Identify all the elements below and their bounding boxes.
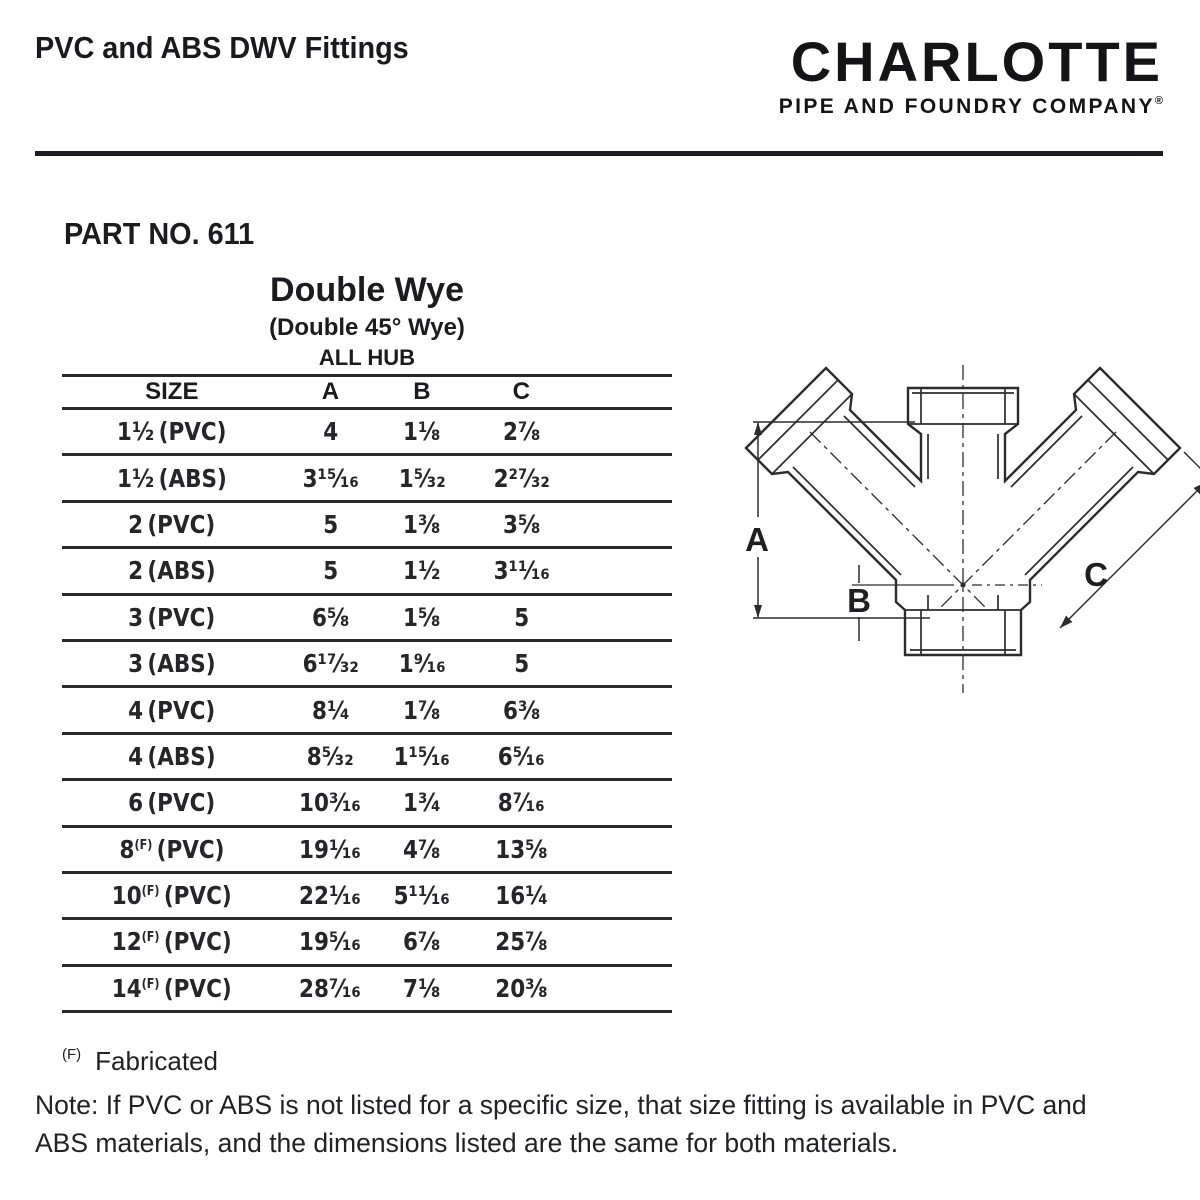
size-material: (PVC) [147, 602, 216, 632]
size-material: (PVC) [147, 509, 216, 539]
dim-a-cell: 28⁷⁄₁₆ [299, 973, 362, 1003]
dim-c-cell: 6³⁄₈ [502, 695, 541, 725]
size-cell [62, 417, 282, 446]
dim-b-cell: 1⁷⁄₈ [403, 695, 441, 725]
product-name: Double Wye [270, 271, 464, 309]
dim-b-cell: 1⁵⁄₃₂ [398, 463, 446, 493]
registered-trademark-mark: ® [1154, 95, 1163, 107]
dim-c-cell: 16¹⁄₄ [495, 881, 548, 911]
col-header-size: SIZE [145, 378, 199, 405]
size-material: (PVC) [163, 927, 232, 957]
size-cell [62, 788, 282, 817]
table-row [62, 410, 672, 456]
dim-b-cell: 1³⁄₈ [403, 509, 441, 539]
dim-b-cell: 4⁷⁄₈ [403, 834, 441, 864]
dim-c-cell: 2²⁷⁄₃₂ [493, 463, 550, 493]
dimension-a [753, 422, 930, 618]
materials-note [35, 1086, 1190, 1162]
size-value: 8 [119, 834, 135, 864]
size-cell [62, 974, 282, 1003]
table-row [62, 549, 672, 595]
table-row [62, 642, 672, 688]
page-title-text: PVC and ABS DWV Fittings [35, 30, 409, 65]
dim-c-cell: 3⁵⁄₈ [502, 509, 541, 539]
dim-a-cell: 8⁵⁄₃₂ [306, 741, 354, 771]
dim-a-cell: 4 [322, 417, 338, 447]
product-config: ALL HUB [318, 345, 416, 370]
dim-b-cell: 7¹⁄₈ [403, 973, 441, 1003]
dim-c-cell: 3¹¹⁄₁₆ [493, 556, 550, 586]
logo-wordmark: CHARLOTTE [790, 30, 1163, 93]
size-cell [62, 881, 282, 910]
size-value: 14 [111, 973, 142, 1003]
table-row [62, 456, 672, 502]
table-row [62, 596, 672, 642]
size-cell [62, 742, 282, 771]
dim-a-cell: 3¹⁵⁄₁₆ [302, 463, 359, 493]
product-subname: (Double 45° Wye) [269, 314, 465, 341]
size-value: 12 [111, 927, 142, 957]
dim-b-cell: 1¹⁄₈ [403, 417, 441, 447]
size-material: (ABS) [147, 741, 216, 771]
col-header-b: B [413, 378, 431, 405]
dim-c-cell: 25⁷⁄₈ [495, 927, 548, 957]
size-cell [62, 696, 282, 725]
footnote-text: Fabricated [95, 1046, 218, 1076]
center-point [960, 582, 965, 587]
size-value: 3 [128, 602, 144, 632]
dim-a-cell: 8¹⁄₄ [311, 695, 350, 725]
size-value: 2 [128, 556, 144, 586]
size-cell [62, 556, 282, 585]
fabricated-footnote [62, 1046, 218, 1077]
dim-c-cell: 13⁵⁄₈ [495, 834, 548, 864]
dim-c-cell: 5 [513, 649, 529, 679]
company-logo [778, 30, 1163, 119]
table-row [62, 688, 672, 734]
dim-a-cell: 19¹⁄₁₆ [299, 834, 362, 864]
size-material: (PVC) [147, 695, 216, 725]
header-divider [35, 151, 1163, 156]
size-value: 4 [128, 741, 144, 771]
table-row [62, 920, 672, 966]
dim-a-cell: 22¹⁄₁₆ [299, 881, 362, 911]
size-cell [62, 603, 282, 632]
size-value: 6 [128, 788, 144, 818]
size-value: 3 [128, 649, 144, 679]
col-header-a: A [321, 378, 340, 405]
dim-a-cell: 19⁵⁄₁₆ [299, 927, 362, 957]
dim-c-cell: 2⁷⁄₈ [502, 417, 541, 447]
table-row [62, 967, 672, 1013]
col-header-c: C [512, 378, 530, 405]
dim-a-arrow-up [754, 422, 762, 435]
size-value: 4 [128, 695, 144, 725]
table-row [62, 874, 672, 920]
size-cell [62, 927, 282, 956]
dim-b-cell: 1⁹⁄₁₆ [398, 649, 446, 679]
dim-c-cell: 20³⁄₈ [495, 973, 548, 1003]
table-header-row [62, 374, 672, 410]
dim-c-cell: 6⁵⁄₁₆ [497, 741, 545, 771]
size-material: (PVC) [158, 417, 227, 447]
size-fabricated-marker: (F) [141, 930, 160, 946]
dim-a-cell: 6¹⁷⁄₃₂ [302, 649, 359, 679]
dim-b-cell: 1¹⁄₂ [403, 556, 441, 586]
dim-a-cell: 6⁵⁄₈ [311, 602, 350, 632]
dim-a-arrow-down [754, 605, 762, 618]
table-row [62, 503, 672, 549]
dim-b-label: B [847, 582, 871, 619]
size-fabricated-marker: (F) [134, 837, 153, 853]
dim-c-label: C [1084, 556, 1108, 593]
page-title [35, 30, 437, 66]
dim-a-cell: 5 [322, 509, 338, 539]
size-value: 1¹⁄₂ [116, 463, 155, 493]
dim-b-cell: 6⁷⁄₈ [403, 927, 441, 957]
size-material: (ABS) [147, 556, 216, 586]
dim-c-line [1060, 482, 1200, 628]
size-material: (PVC) [156, 834, 225, 864]
size-material: (PVC) [163, 973, 232, 1003]
materials-note-line1: Note: If PVC or ABS is not listed for a specific size, that size fitting is available in PVC and [35, 1090, 1087, 1120]
dim-c-extension [1184, 452, 1200, 478]
size-cell [62, 649, 282, 678]
dim-b-cell: 1¹⁵⁄₁₆ [393, 741, 450, 771]
part-number-text: PART NO. 611 [64, 216, 255, 251]
dim-a-cell: 10³⁄₁₆ [299, 788, 362, 818]
dim-b-cell: 1³⁄₄ [403, 788, 441, 818]
dimensions-table [62, 270, 672, 1013]
table-row [62, 735, 672, 781]
dim-c-cell: 8⁷⁄₁₆ [497, 788, 545, 818]
table-body [62, 410, 672, 1013]
dim-a-cell: 5 [322, 556, 338, 586]
size-cell [62, 464, 282, 493]
size-value: 2 [128, 509, 144, 539]
size-material: (PVC) [163, 881, 232, 911]
size-fabricated-marker: (F) [141, 884, 160, 900]
size-value: 10 [111, 881, 142, 911]
part-number [64, 216, 268, 252]
materials-note-line2: ABS materials, and the dimensions listed are the same for both materials. [35, 1128, 899, 1158]
table-row [62, 828, 672, 874]
footnote-marker: (F) [62, 1046, 82, 1063]
dim-b-cell: 1⁵⁄₈ [403, 602, 441, 632]
logo-tagline [779, 95, 1163, 119]
size-material: (ABS) [147, 649, 216, 679]
logo-tagline-text: PIPE AND FOUNDRY COMPANY [778, 95, 1155, 118]
table-row [62, 781, 672, 827]
dim-a-label: A [745, 521, 769, 558]
size-cell [62, 510, 282, 539]
size-material: (ABS) [158, 463, 227, 493]
dim-b-cell: 5¹¹⁄₁₆ [393, 881, 450, 911]
size-value: 1¹⁄₂ [117, 417, 155, 447]
size-fabricated-marker: (F) [141, 976, 160, 992]
dim-c-cell: 5 [513, 602, 529, 632]
size-cell [62, 835, 282, 864]
fitting-technical-drawing [740, 355, 1200, 700]
size-material: (PVC) [147, 788, 216, 818]
